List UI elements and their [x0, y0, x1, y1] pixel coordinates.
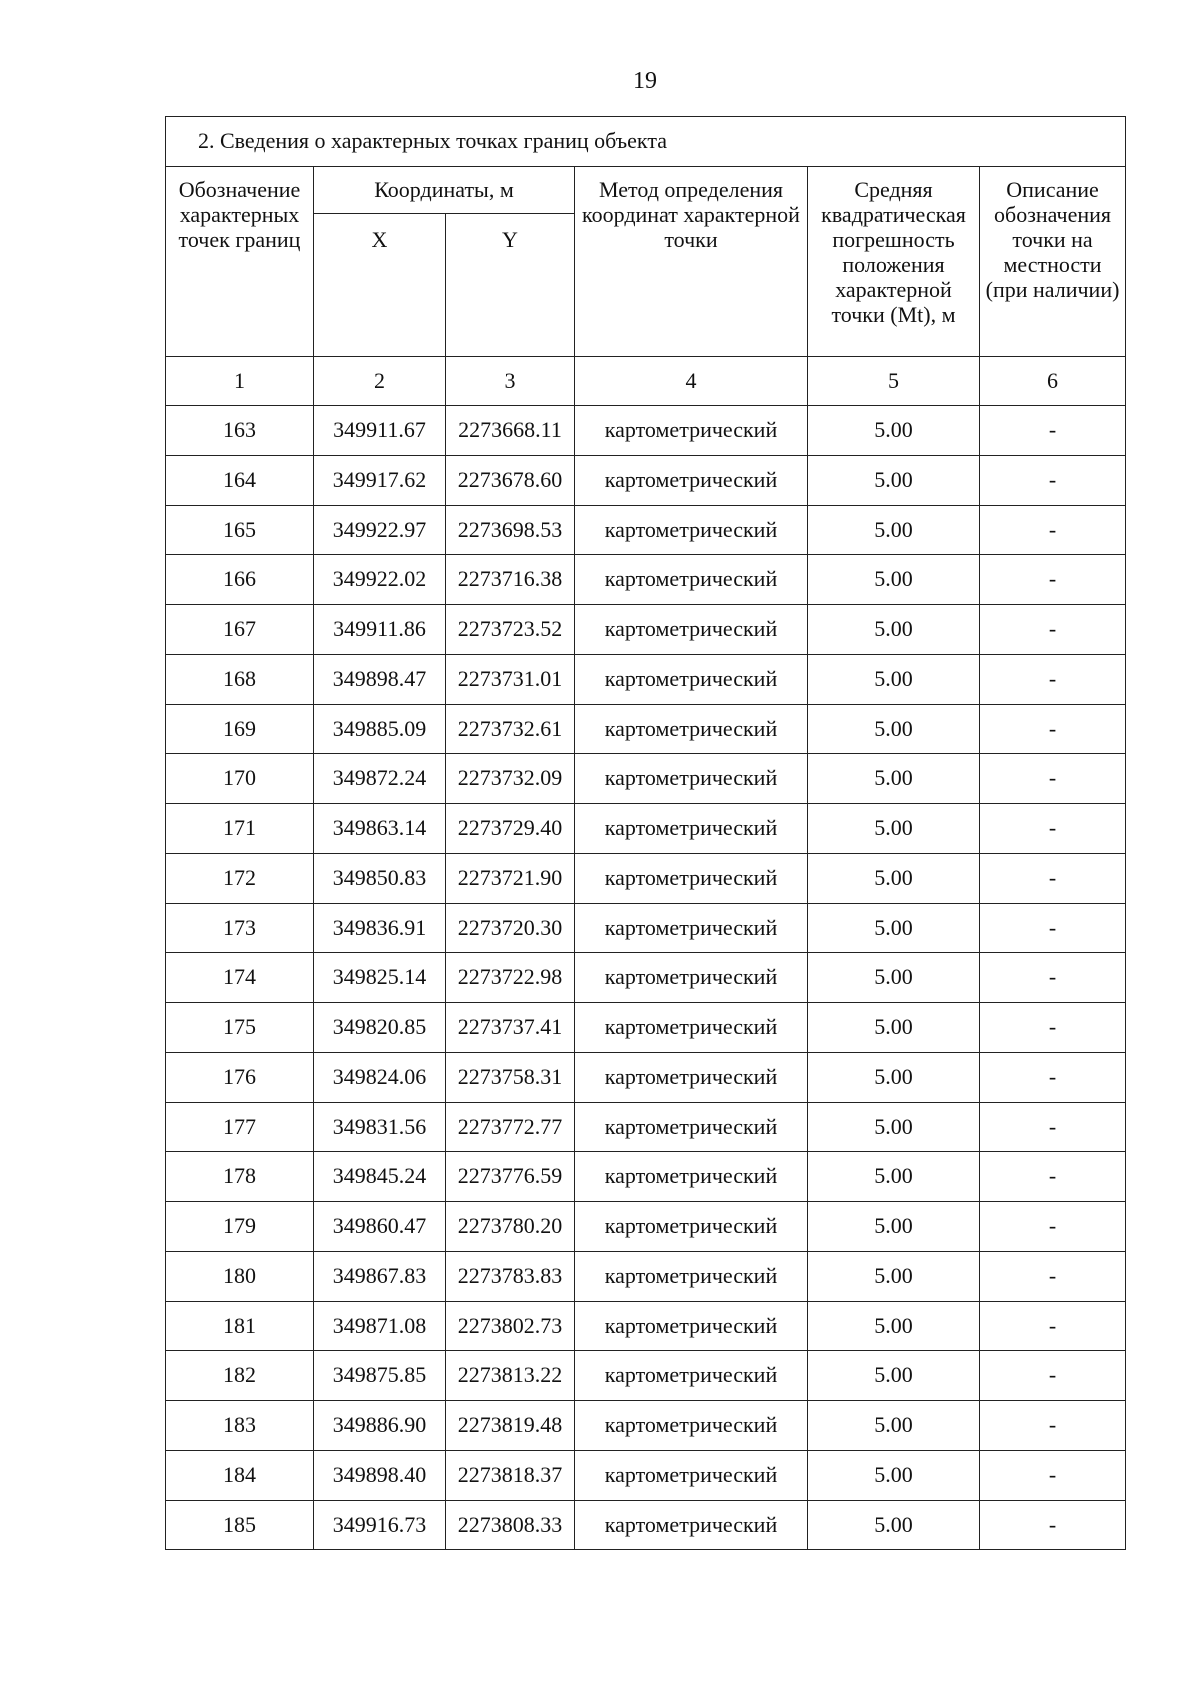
cell-point-id: 176: [166, 1052, 314, 1102]
cell-x-coordinate: 349922.02: [314, 555, 446, 605]
header-row-1: [166, 167, 1126, 214]
cell-point-id: 172: [166, 853, 314, 903]
cell-x-coordinate: 349872.24: [314, 754, 446, 804]
cell-y-coordinate: 2273721.90: [446, 853, 575, 903]
cell-method: картометрический: [575, 654, 808, 704]
cell-method: картометрический: [575, 555, 808, 605]
cell-description: -: [980, 804, 1126, 854]
cell-y-coordinate: 2273772.77: [446, 1102, 575, 1152]
cell-method: картометрический: [575, 1152, 808, 1202]
cell-description: -: [980, 754, 1126, 804]
cell-error: 5.00: [808, 1102, 980, 1152]
table-row: [166, 1003, 1126, 1053]
header-x: X: [314, 214, 446, 357]
table-row: [166, 853, 1126, 903]
column-number: 6: [980, 357, 1126, 406]
cell-method: картометрический: [575, 1351, 808, 1401]
cell-y-coordinate: 2273732.61: [446, 704, 575, 754]
cell-method: картометрический: [575, 1202, 808, 1252]
table-row: [166, 1251, 1126, 1301]
column-number: 5: [808, 357, 980, 406]
cell-x-coordinate: 349824.06: [314, 1052, 446, 1102]
cell-error: 5.00: [808, 1202, 980, 1252]
cell-point-id: 182: [166, 1351, 314, 1401]
cell-x-coordinate: 349825.14: [314, 953, 446, 1003]
cell-method: картометрический: [575, 953, 808, 1003]
table-row: [166, 1152, 1126, 1202]
column-number: 2: [314, 357, 446, 406]
cell-point-id: 175: [166, 1003, 314, 1053]
column-number: 4: [575, 357, 808, 406]
cell-y-coordinate: 2273731.01: [446, 654, 575, 704]
cell-y-coordinate: 2273678.60: [446, 455, 575, 505]
cell-description: -: [980, 1450, 1126, 1500]
header-designation: Обозначение характерных точек границ: [166, 167, 314, 357]
cell-y-coordinate: 2273668.11: [446, 406, 575, 456]
cell-y-coordinate: 2273802.73: [446, 1301, 575, 1351]
cell-description: -: [980, 605, 1126, 655]
cell-method: картометрический: [575, 1102, 808, 1152]
cell-method: картометрический: [575, 605, 808, 655]
cell-method: картометрический: [575, 1301, 808, 1351]
header-y: Y: [446, 214, 575, 357]
cell-y-coordinate: 2273780.20: [446, 1202, 575, 1252]
cell-point-id: 163: [166, 406, 314, 456]
cell-y-coordinate: 2273813.22: [446, 1351, 575, 1401]
cell-y-coordinate: 2273720.30: [446, 903, 575, 953]
cell-description: -: [980, 1251, 1126, 1301]
table-row: [166, 654, 1126, 704]
table-row: [166, 605, 1126, 655]
header-coordinates: Координаты, м: [314, 167, 575, 214]
cell-error: 5.00: [808, 505, 980, 555]
cell-description: -: [980, 1301, 1126, 1351]
cell-description: -: [980, 704, 1126, 754]
cell-x-coordinate: 349867.83: [314, 1251, 446, 1301]
cell-point-id: 183: [166, 1401, 314, 1451]
cell-error: 5.00: [808, 1401, 980, 1451]
cell-description: -: [980, 1152, 1126, 1202]
cell-error: 5.00: [808, 853, 980, 903]
cell-error: 5.00: [808, 804, 980, 854]
cell-description: -: [980, 1202, 1126, 1252]
cell-x-coordinate: 349871.08: [314, 1301, 446, 1351]
cell-x-coordinate: 349922.97: [314, 505, 446, 555]
cell-error: 5.00: [808, 654, 980, 704]
cell-error: 5.00: [808, 754, 980, 804]
table-row: [166, 455, 1126, 505]
cell-point-id: 165: [166, 505, 314, 555]
table-row: [166, 953, 1126, 1003]
header-error: Средняя квадратическая погрешность положения характерной точки (Mt), м: [808, 167, 980, 357]
cell-y-coordinate: 2273783.83: [446, 1251, 575, 1301]
cell-x-coordinate: 349916.73: [314, 1500, 446, 1550]
cell-y-coordinate: 2273819.48: [446, 1401, 575, 1451]
cell-x-coordinate: 349836.91: [314, 903, 446, 953]
cell-point-id: 185: [166, 1500, 314, 1550]
cell-point-id: 184: [166, 1450, 314, 1500]
cell-description: -: [980, 406, 1126, 456]
cell-y-coordinate: 2273723.52: [446, 605, 575, 655]
cell-point-id: 177: [166, 1102, 314, 1152]
cell-point-id: 166: [166, 555, 314, 605]
cell-method: картометрический: [575, 1450, 808, 1500]
cell-method: картометрический: [575, 903, 808, 953]
cell-point-id: 181: [166, 1301, 314, 1351]
cell-description: -: [980, 953, 1126, 1003]
cell-error: 5.00: [808, 455, 980, 505]
cell-point-id: 173: [166, 903, 314, 953]
cell-y-coordinate: 2273818.37: [446, 1450, 575, 1500]
table-row: [166, 704, 1126, 754]
cell-error: 5.00: [808, 1251, 980, 1301]
cell-y-coordinate: 2273737.41: [446, 1003, 575, 1053]
cell-y-coordinate: 2273716.38: [446, 555, 575, 605]
cell-point-id: 170: [166, 754, 314, 804]
cell-description: -: [980, 1500, 1126, 1550]
cell-x-coordinate: 349898.47: [314, 654, 446, 704]
cell-method: картометрический: [575, 1401, 808, 1451]
table-row: [166, 1450, 1126, 1500]
cell-y-coordinate: 2273758.31: [446, 1052, 575, 1102]
cell-method: картометрический: [575, 505, 808, 555]
table-row: [166, 1500, 1126, 1550]
cell-point-id: 174: [166, 953, 314, 1003]
boundary-points-table: [165, 116, 1126, 1550]
column-number: 3: [446, 357, 575, 406]
cell-method: картометрический: [575, 853, 808, 903]
cell-description: -: [980, 853, 1126, 903]
cell-method: картометрический: [575, 754, 808, 804]
table-row: [166, 1401, 1126, 1451]
cell-x-coordinate: 349885.09: [314, 704, 446, 754]
cell-x-coordinate: 349831.56: [314, 1102, 446, 1152]
cell-point-id: 178: [166, 1152, 314, 1202]
cell-error: 5.00: [808, 1003, 980, 1053]
cell-method: картометрический: [575, 804, 808, 854]
cell-error: 5.00: [808, 555, 980, 605]
cell-description: -: [980, 555, 1126, 605]
cell-description: -: [980, 1052, 1126, 1102]
cell-y-coordinate: 2273808.33: [446, 1500, 575, 1550]
cell-error: 5.00: [808, 605, 980, 655]
page-number: 19: [633, 68, 657, 94]
cell-y-coordinate: 2273732.09: [446, 754, 575, 804]
cell-x-coordinate: 349820.85: [314, 1003, 446, 1053]
table-caption-row: [166, 117, 1126, 167]
cell-error: 5.00: [808, 1152, 980, 1202]
table-row: [166, 1102, 1126, 1152]
cell-x-coordinate: 349850.83: [314, 853, 446, 903]
cell-description: -: [980, 654, 1126, 704]
cell-point-id: 179: [166, 1202, 314, 1252]
table-row: [166, 804, 1126, 854]
cell-x-coordinate: 349911.86: [314, 605, 446, 655]
cell-method: картометрический: [575, 704, 808, 754]
cell-point-id: 180: [166, 1251, 314, 1301]
column-number: 1: [166, 357, 314, 406]
table-row: [166, 1301, 1126, 1351]
cell-description: -: [980, 1401, 1126, 1451]
table-row: [166, 903, 1126, 953]
cell-error: 5.00: [808, 953, 980, 1003]
cell-point-id: 168: [166, 654, 314, 704]
cell-x-coordinate: 349898.40: [314, 1450, 446, 1500]
cell-error: 5.00: [808, 1500, 980, 1550]
cell-y-coordinate: 2273698.53: [446, 505, 575, 555]
table-row: [166, 555, 1126, 605]
cell-description: -: [980, 1102, 1126, 1152]
cell-error: 5.00: [808, 1052, 980, 1102]
cell-description: -: [980, 505, 1126, 555]
cell-description: -: [980, 1003, 1126, 1053]
cell-point-id: 167: [166, 605, 314, 655]
table-row: [166, 505, 1126, 555]
cell-method: картометрический: [575, 1052, 808, 1102]
cell-description: -: [980, 903, 1126, 953]
cell-x-coordinate: 349863.14: [314, 804, 446, 854]
cell-error: 5.00: [808, 1450, 980, 1500]
cell-x-coordinate: 349911.67: [314, 406, 446, 456]
table-caption: 2. Сведения о характерных точках границ объекта: [166, 117, 1126, 167]
cell-error: 5.00: [808, 406, 980, 456]
cell-x-coordinate: 349845.24: [314, 1152, 446, 1202]
table-row: [166, 406, 1126, 456]
cell-description: -: [980, 455, 1126, 505]
cell-method: картометрический: [575, 455, 808, 505]
cell-x-coordinate: 349886.90: [314, 1401, 446, 1451]
cell-error: 5.00: [808, 704, 980, 754]
cell-y-coordinate: 2273722.98: [446, 953, 575, 1003]
header-method: Метод определения координат характерной точки: [575, 167, 808, 357]
cell-method: картометрический: [575, 406, 808, 456]
cell-method: картометрический: [575, 1500, 808, 1550]
header-description: Описание обозначения точки на местности (при наличии): [980, 167, 1126, 357]
table-row: [166, 1351, 1126, 1401]
cell-point-id: 171: [166, 804, 314, 854]
cell-error: 5.00: [808, 903, 980, 953]
cell-y-coordinate: 2273776.59: [446, 1152, 575, 1202]
table-row: [166, 1202, 1126, 1252]
cell-point-id: 164: [166, 455, 314, 505]
column-number-row: [166, 357, 1126, 406]
cell-method: картометрический: [575, 1003, 808, 1053]
table-row: [166, 1052, 1126, 1102]
cell-point-id: 169: [166, 704, 314, 754]
cell-description: -: [980, 1351, 1126, 1401]
cell-x-coordinate: 349917.62: [314, 455, 446, 505]
cell-error: 5.00: [808, 1301, 980, 1351]
cell-y-coordinate: 2273729.40: [446, 804, 575, 854]
cell-x-coordinate: 349860.47: [314, 1202, 446, 1252]
cell-error: 5.00: [808, 1351, 980, 1401]
cell-method: картометрический: [575, 1251, 808, 1301]
cell-x-coordinate: 349875.85: [314, 1351, 446, 1401]
table-row: [166, 754, 1126, 804]
